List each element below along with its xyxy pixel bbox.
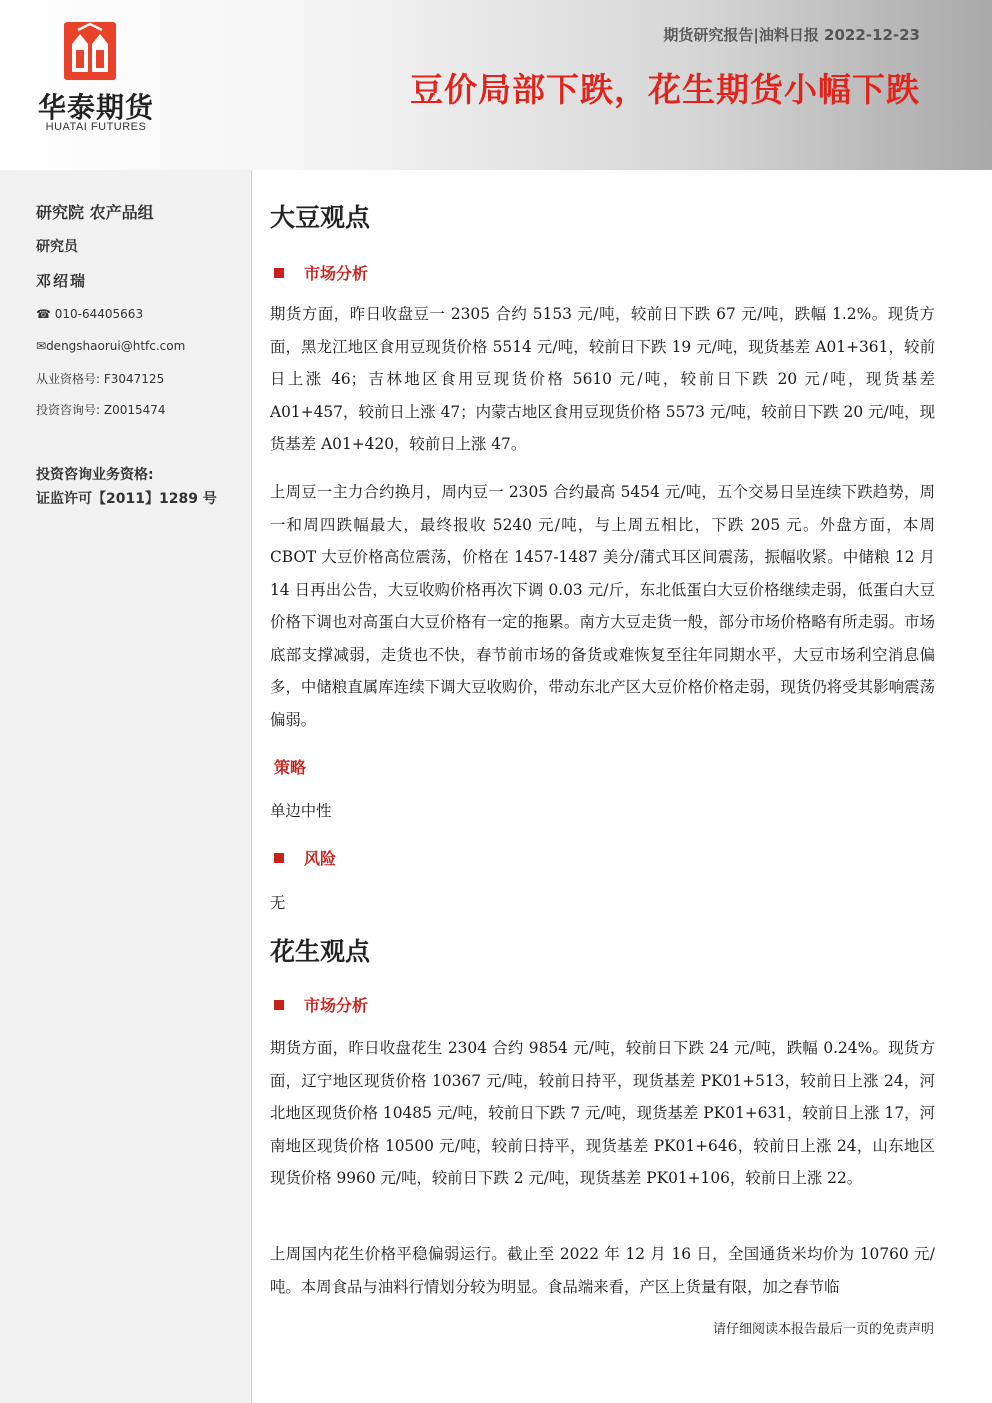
report-type: 期货研究报告|油料日报 2022-12-23	[663, 26, 920, 44]
disclaimer-note: 请仔细阅读本报告最后一页的免责声明	[712, 1322, 934, 1337]
soybean-para-2: 上周豆一主力合约换月，周内豆一 2305 合约最高 5454 元/吨，五个交易日呈连续下跌趋势，周一和周四跌幅最大，最终报收 5240 元/吨，与上周五相比，下跌 205 元。外盘方面，本周 CBOT 大豆价格高位震荡，价格在 1457-1487 美分/蒲式耳区间震荡，振幅收紧。中储粮 12 月 14 日再出公告，大豆收购价格再次下调 0.03 元/斤，东北低蛋白大豆价格继续走弱，低蛋白大豆价格下调也对高蛋白大豆价格有一定的拖累。南方大豆走货一般，部分市场价格略有所走弱。市场底部支撑减弱，走货也不快，春节前市场的备货或难恢复至往年同期水平，大豆市场利空消息偏多，中储粮直属库连续下调大豆收购价，带动东北产区大豆价格价格走弱，现货仍将受其影响震荡偏弱。	[270, 483, 935, 729]
author-role: 研究员	[36, 239, 78, 255]
soybean-risk-label: 风险	[304, 849, 337, 868]
soybean-risk: 无	[270, 894, 286, 912]
company-name-en: HUATAI FUTURES	[45, 121, 147, 133]
bullet-square-icon	[274, 853, 284, 863]
qualification-label: 投资咨询业务资格:	[36, 467, 154, 483]
author-email[interactable]	[36, 339, 185, 353]
soybean-section-title: 大豆观点	[270, 203, 371, 232]
soybean-strategy: 单边中性	[270, 802, 332, 820]
page-title: 豆价局部下跌，花生期货小幅下跌	[410, 70, 920, 109]
email-address[interactable]: dengshaorui@htfc.com	[46, 339, 186, 353]
report-header	[0, 0, 992, 170]
phone-icon: ☎	[36, 307, 55, 321]
peanut-market-label: 市场分析	[304, 996, 369, 1015]
soybean-market-label: 市场分析	[304, 264, 369, 283]
department: 研究院 农产品组	[36, 203, 154, 222]
mail-icon: ✉	[36, 339, 47, 353]
huatai-logo-icon	[64, 22, 116, 80]
license-number: 证监许可【2011】1289 号	[36, 491, 217, 507]
peanut-para-2: 上周国内花生价格平稳偏弱运行。截止至 2022 年 12 月 16 日，全国通货米均价为 10760 元/吨。本周食品与油料行情划分较为明显。食品端来看，产区上货量有限，加之春节临	[270, 1245, 935, 1296]
bullet-square-icon	[274, 268, 284, 278]
author-phone	[36, 307, 143, 321]
soybean-risk-heading	[274, 846, 336, 869]
bullet-square-icon	[274, 1000, 284, 1010]
phone-number: 010-64405663	[54, 307, 144, 321]
company-logo	[36, 18, 196, 138]
author-sidebar	[0, 170, 252, 1403]
author-name: 邓绍瑞	[36, 272, 88, 290]
soybean-para-1: 期货方面，昨日收盘豆一 2305 合约 5153 元/吨，较前日下跌 67 元/吨，跌幅 1.2%。现货方面，黑龙江地区食用豆现货价格 5514 元/吨，较前日下跌 19 元/吨，现货基差 A01+361，较前日上涨 46；吉林地区食用豆现货价格 5610 元/吨，较前日下跌 20 元/吨，现货基差 A01+457，较前日上涨 47；内蒙古地区食用豆现货价格 5573 元/吨，较前日下跌 20 元/吨，现货基差 A01+420，较前日上涨 47。	[270, 305, 935, 453]
peanut-market-heading	[274, 993, 368, 1016]
advisory-cert: 投资咨询号: Z0015474	[36, 403, 166, 417]
soybean-strategy-label: 策略	[274, 758, 307, 777]
peanut-section-title: 花生观点	[270, 937, 371, 966]
practitioner-cert: 从业资格号: F3047125	[36, 372, 165, 386]
company-name-cn: 华泰期货	[37, 91, 154, 124]
peanut-para-1: 期货方面，昨日收盘花生 2304 合约 9854 元/吨，较前日下跌 24 元/吨，跌幅 0.24%。现货方面，辽宁地区现货价格 10367 元/吨，较前日持平，现货基差 PK01+513，较前日上涨 24，河北地区现货价格 10485 元/吨，较前日下跌 7 元/吨，现货基差 PK01+631，较前日上涨 17，河南地区现货价格 10500 元/吨，较前日持平，现货基差 PK01+646，较前日上涨 24，山东地区现货价格 9960 元/吨，较前日下跌 2 元/吨，现货基差 PK01+106，较前日上涨 22。	[270, 1039, 935, 1187]
soybean-market-heading	[274, 261, 368, 284]
